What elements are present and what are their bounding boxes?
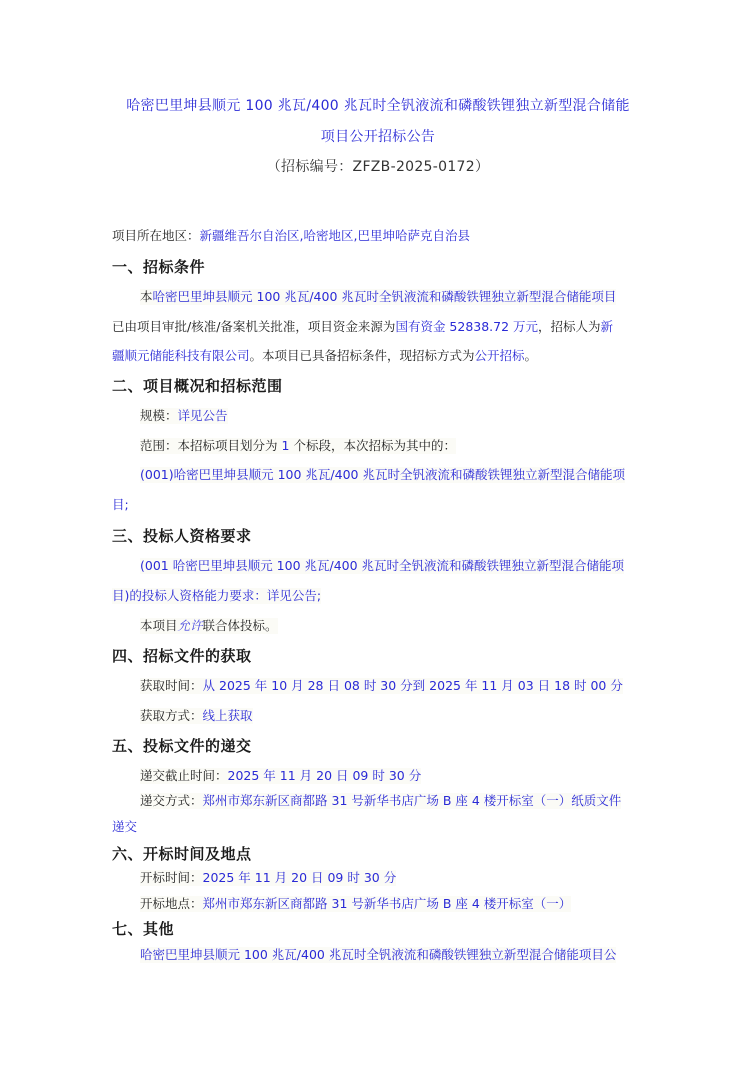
- section-7-heading: 七、其他: [112, 920, 175, 938]
- consortium-suffix: 联合体投标。: [202, 618, 278, 633]
- scope-label: 范围：本招标项目划分为: [140, 438, 278, 453]
- opening-place-value: 郑州市郑东新区商都路 31 号新华书店广场 B 座 4 楼开标室（一）: [202, 896, 572, 911]
- location-label: 项目所在地区：: [112, 228, 200, 243]
- acquisition-time-line: [140, 678, 623, 694]
- submission-deadline-label: 递交截止时间：: [140, 768, 228, 783]
- submission-deadline-line: [140, 768, 421, 784]
- scale-label: 规模：: [140, 408, 178, 423]
- submission-method-line2: 递交: [112, 819, 138, 834]
- lot-line1: (001)哈密巴里坤县顺元 100 兆瓦/400 兆瓦时全钒液流和磷酸铁锂独立新型混合储能项: [140, 467, 625, 482]
- qualification-line2: 目)的投标人资格能力要求：详见公告;: [112, 588, 322, 603]
- para-text: ，招标人为: [538, 319, 601, 334]
- submission-method-line: [140, 793, 621, 809]
- section-1-heading: 一、招标条件: [112, 258, 206, 276]
- tender-method: 公开招标: [474, 348, 525, 363]
- acquisition-method-label: 获取方式：: [140, 708, 203, 723]
- para-text: 本: [140, 289, 153, 304]
- acquisition-time-label: 获取时间：: [140, 678, 203, 693]
- section-3-heading: 三、投标人资格要求: [112, 527, 252, 545]
- para-text: 。本项目已具备招标条件，现招标方式为: [249, 348, 475, 363]
- tenderer-name-part1: 新: [600, 319, 614, 334]
- opening-time-value: 2025 年 11 月 20 日 09 时 30 分: [202, 870, 397, 885]
- acquisition-method-line: [140, 708, 253, 724]
- consortium-line: [140, 618, 278, 634]
- funding-source: 国有资金 52838.72 万元: [395, 319, 539, 334]
- section-4-heading: 四、招标文件的获取: [112, 647, 252, 665]
- opening-place-label: 开标地点：: [140, 896, 203, 911]
- document-title-line2: 项目公开招标公告: [320, 129, 436, 145]
- scope-line: [140, 438, 456, 454]
- section-1-para-line2: [112, 319, 613, 335]
- submission-method-label: 递交方式：: [140, 793, 203, 808]
- scale-value: 详见公告: [177, 408, 228, 423]
- project-location: [112, 228, 470, 244]
- lot-line2: 目;: [112, 497, 129, 512]
- opening-time-line: [140, 870, 396, 886]
- location-value: 新疆维吾尔自治区,哈密地区,巴里坤哈萨克自治县: [199, 228, 470, 243]
- tender-number: （招标编号：ZFZB-2025-0172）: [266, 159, 490, 175]
- para-text: 已由项目审批/核准/备案机关批准，项目资金来源为: [112, 319, 396, 334]
- tenderer-name-part2: 疆顺元储能科技有限公司: [112, 348, 250, 363]
- submission-deadline-value: 2025 年 11 月 20 日 09 时 30 分: [227, 768, 422, 783]
- section-5-heading: 五、投标文件的递交: [112, 737, 252, 755]
- acquisition-time-value: 从 2025 年 10 月 28 日 08 时 30 分到 2025 年 11 月 03 日 18 时 00 分: [202, 678, 623, 693]
- other-line1: 哈密巴里坤县顺元 100 兆瓦/400 兆瓦时全钒液流和磷酸铁锂独立新型混合储能项目公: [140, 947, 617, 962]
- acquisition-method-value: 线上获取: [202, 708, 253, 723]
- opening-place-line: [140, 896, 571, 912]
- document-title-line1: 哈密巴里坤县顺元 100 兆瓦/400 兆瓦时全钒液流和磷酸铁锂独立新型混合储能: [126, 98, 630, 114]
- consortium-value: 允许: [177, 618, 203, 633]
- qualification-line1: (001 哈密巴里坤县顺元 100 兆瓦/400 兆瓦时全钒液流和磷酸铁锂独立新型混合储能项: [140, 558, 625, 573]
- para-text: 。: [524, 348, 538, 363]
- project-name: 哈密巴里坤县顺元 100 兆瓦/400 兆瓦时全钒液流和磷酸铁锂独立新型混合储能项目: [152, 289, 617, 304]
- section-6-heading: 六、开标时间及地点: [112, 845, 252, 863]
- section-1-para-line1: [140, 289, 616, 305]
- opening-time-label: 开标时间：: [140, 870, 203, 885]
- section-1-para-line3: [112, 348, 537, 364]
- section-2-heading: 二、项目概况和招标范围: [112, 377, 283, 395]
- scope-suffix: 个标段，本次招标为其中的：: [293, 438, 456, 453]
- consortium-prefix: 本项目: [140, 618, 178, 633]
- lot-count: 1: [281, 438, 290, 453]
- scale-line: [140, 408, 228, 424]
- submission-method-value: 郑州市郑东新区商都路 31 号新华书店广场 B 座 4 楼开标室（一）纸质文件: [202, 793, 622, 808]
